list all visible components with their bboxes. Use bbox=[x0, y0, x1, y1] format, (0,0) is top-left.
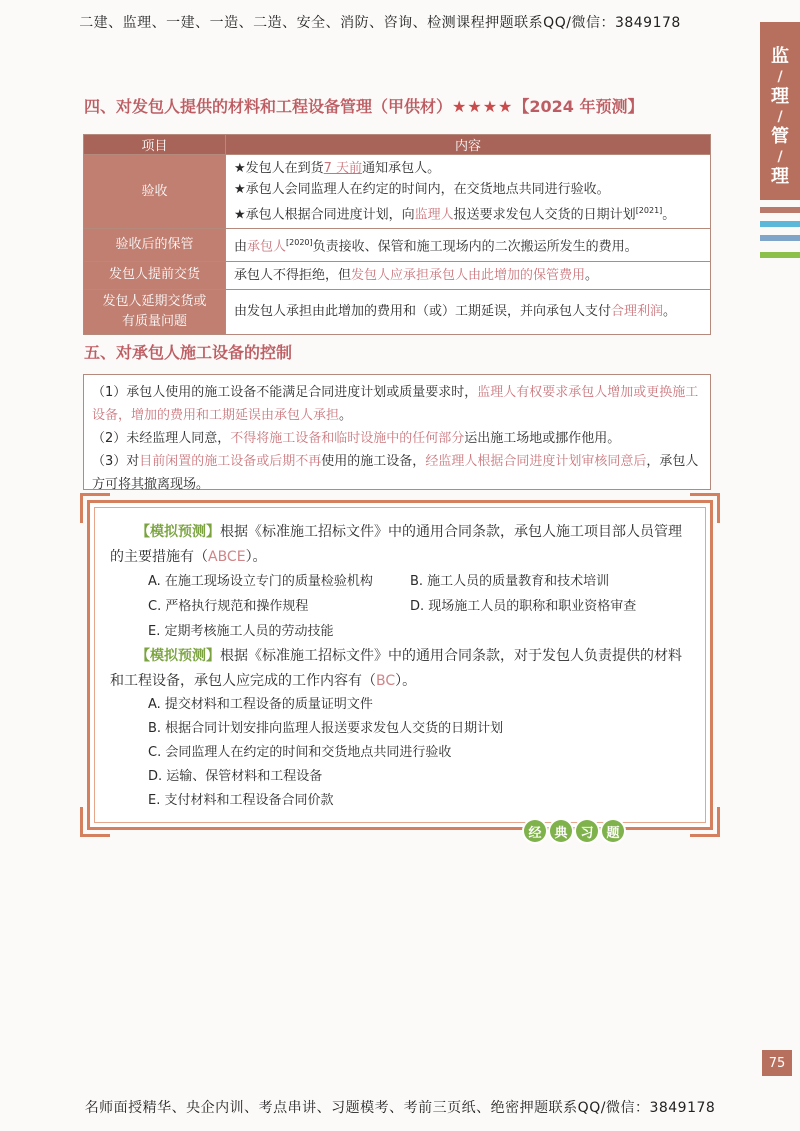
text: 。 bbox=[662, 207, 676, 223]
highlight-text: 经监理人根据合同进度计划审核同意后 bbox=[425, 454, 647, 469]
text: 。 bbox=[339, 408, 353, 423]
side-stripe bbox=[760, 252, 800, 258]
side-stripe bbox=[760, 221, 800, 227]
table-row bbox=[84, 229, 711, 261]
side-tab-char: 监 bbox=[771, 46, 789, 67]
paragraph bbox=[92, 450, 702, 496]
option-e: E. 支付材料和工程设备合同价款 bbox=[148, 793, 334, 808]
row-content bbox=[226, 229, 711, 261]
answer: BC bbox=[376, 673, 396, 689]
question-tag: 【模拟预测】 bbox=[136, 524, 220, 540]
highlight-text: 承包人 bbox=[247, 239, 287, 255]
question-2 bbox=[110, 644, 700, 694]
text: 发包人延期交货或 bbox=[102, 293, 207, 309]
side-tab-char: 理 bbox=[771, 166, 789, 187]
text: 承包人不得拒绝，但 bbox=[234, 267, 352, 283]
section4-title bbox=[84, 94, 644, 117]
row-item: 验收后的保管 bbox=[84, 229, 226, 261]
badge-char: 典 bbox=[550, 820, 572, 842]
text: （1）承包人使用的施工设备不能满足合同进度计划或质量要求时， bbox=[92, 385, 478, 400]
highlight-text: 监理人 bbox=[414, 207, 454, 223]
text: 。 bbox=[585, 267, 599, 283]
question-1 bbox=[110, 520, 700, 570]
text: 由 bbox=[234, 239, 248, 255]
badge-char: 经 bbox=[524, 820, 546, 842]
side-stripe bbox=[760, 235, 800, 241]
option-d: D. 运输、保管材料和工程设备 bbox=[148, 769, 323, 784]
text: ，承包人方可将其撤离现场。 bbox=[92, 454, 699, 492]
side-tab-sep: / bbox=[777, 109, 783, 125]
question-stem: 根据《标准施工招标文件》中的通用合同条款，承包人施工项目部人员管理 bbox=[220, 524, 682, 540]
table-row bbox=[84, 261, 711, 289]
highlight-text: 目前闲置的施工设备或后期不再 bbox=[139, 454, 322, 469]
side-tab-sep: / bbox=[777, 69, 783, 85]
text: 负责接收、保管和施工现场内的二次搬运所发生的费用。 bbox=[312, 239, 638, 255]
table-header-item: 项目 bbox=[84, 135, 226, 155]
option-b: B. 根据合同计划安排向监理人报送要求发包人交货的日期计划 bbox=[148, 721, 504, 736]
option-d: D. 现场施工人员的职称和职业资格审查 bbox=[410, 599, 637, 614]
header-banner: 二建、监理、一建、一造、二造、安全、消防、咨询、检测课程押题联系QQ/微信：3849178 bbox=[79, 15, 681, 31]
highlight-text: 7 天前 bbox=[323, 161, 363, 176]
table-header-row bbox=[84, 135, 711, 155]
row-content bbox=[226, 155, 711, 229]
highlight-text: 不得将施工设备和临时设施中的任何部分 bbox=[230, 431, 465, 446]
question-stem: ）。 bbox=[395, 673, 417, 689]
row-item: 验收 bbox=[84, 155, 226, 229]
option-b: B. 施工人员的质量教育和技术培训 bbox=[410, 574, 610, 589]
text: 使用的施工设备， bbox=[321, 454, 426, 469]
frame-corner bbox=[80, 493, 110, 523]
frame-corner bbox=[80, 807, 110, 837]
row-content bbox=[226, 261, 711, 289]
section5-title: 五、对承包人施工设备的控制 bbox=[84, 343, 293, 362]
highlight-text: 合理利润 bbox=[611, 304, 664, 320]
badge-char: 题 bbox=[602, 820, 624, 842]
classic-exercise-badge bbox=[524, 820, 624, 842]
badge-char: 习 bbox=[576, 820, 598, 842]
frame-corner bbox=[690, 493, 720, 523]
year-tag: [2020] bbox=[286, 238, 313, 248]
question-stem: 根据《标准施工招标文件》中的通用合同条款，对于发包人负责提供的材料 bbox=[220, 648, 682, 664]
star-rating: ★★★★ bbox=[452, 97, 514, 116]
text: ★发包人在到货 bbox=[234, 161, 324, 176]
question-stem: ）。 bbox=[245, 549, 267, 565]
text: 报送要求发包人交货的日期计划 bbox=[453, 207, 636, 223]
highlight-text: 发包人应承担承包人由此增加的保管费用 bbox=[351, 267, 586, 283]
option-e: E. 定期考核施工人员的劳动技能 bbox=[148, 624, 334, 639]
side-stripe bbox=[760, 207, 800, 213]
text: （2）未经监理人同意， bbox=[92, 431, 231, 446]
year-tag: [2021] bbox=[635, 206, 663, 215]
option-a: A. 在施工现场设立专门的质量检验机构 bbox=[148, 574, 373, 589]
text: （3）对 bbox=[92, 454, 140, 469]
text: 。 bbox=[663, 304, 677, 320]
question-stem: 的主要措施有（ bbox=[110, 549, 208, 565]
text: 有质量问题 bbox=[121, 313, 187, 329]
paragraph bbox=[92, 427, 702, 450]
footer-banner: 名师面授精华、央企内训、考点串讲、习题模考、考前三页纸、绝密押题联系QQ/微信：3849178 bbox=[84, 1100, 716, 1116]
equipment-control-box bbox=[83, 374, 711, 490]
answer: ABCE bbox=[208, 549, 246, 565]
table-header-content: 内容 bbox=[226, 135, 711, 155]
row-item bbox=[84, 289, 226, 334]
material-table bbox=[83, 134, 711, 335]
text: 通知承包人。 bbox=[362, 161, 441, 176]
row-item: 发包人提前交货 bbox=[84, 261, 226, 289]
text: ★承包人根据合同进度计划，向 bbox=[234, 207, 415, 223]
page-number: 75 bbox=[762, 1050, 792, 1076]
highlight-text: 监理人有权要求承包人增加或更换施工设备，增加的费用和工期延误由承包人承担 bbox=[92, 385, 699, 423]
text: 由发包人承担由此增加的费用和（或）工期延误，并向承包人支付 bbox=[234, 304, 612, 320]
section4-title-text: 四、对发包人提供的材料和工程设备管理（甲供材） bbox=[84, 97, 453, 116]
paragraph bbox=[92, 381, 702, 427]
side-tab-char: 管 bbox=[771, 126, 789, 147]
option-c: C. 严格执行规范和操作规程 bbox=[148, 599, 309, 614]
table-row bbox=[84, 289, 711, 334]
text: 运出施工场地或挪作他用。 bbox=[464, 431, 621, 446]
row-content bbox=[226, 289, 711, 334]
table-row bbox=[84, 155, 711, 229]
question-stem: 和工程设备，承包人应完成的工作内容有（ bbox=[110, 673, 376, 689]
side-tab-sep: / bbox=[777, 149, 783, 165]
forecast-label: 【2024 年预测】 bbox=[513, 97, 644, 116]
side-tab bbox=[760, 22, 800, 200]
side-tab-char: 理 bbox=[771, 86, 789, 107]
option-c: C. 会同监理人在约定的时间和交货地点共同进行验收 bbox=[148, 745, 452, 760]
option-a: A. 提交材料和工程设备的质量证明文件 bbox=[148, 697, 373, 712]
question-tag: 【模拟预测】 bbox=[136, 648, 220, 664]
text: ★承包人会同监理人在约定的时间内，在交货地点共同进行验收。 bbox=[234, 182, 610, 197]
frame-corner bbox=[690, 807, 720, 837]
